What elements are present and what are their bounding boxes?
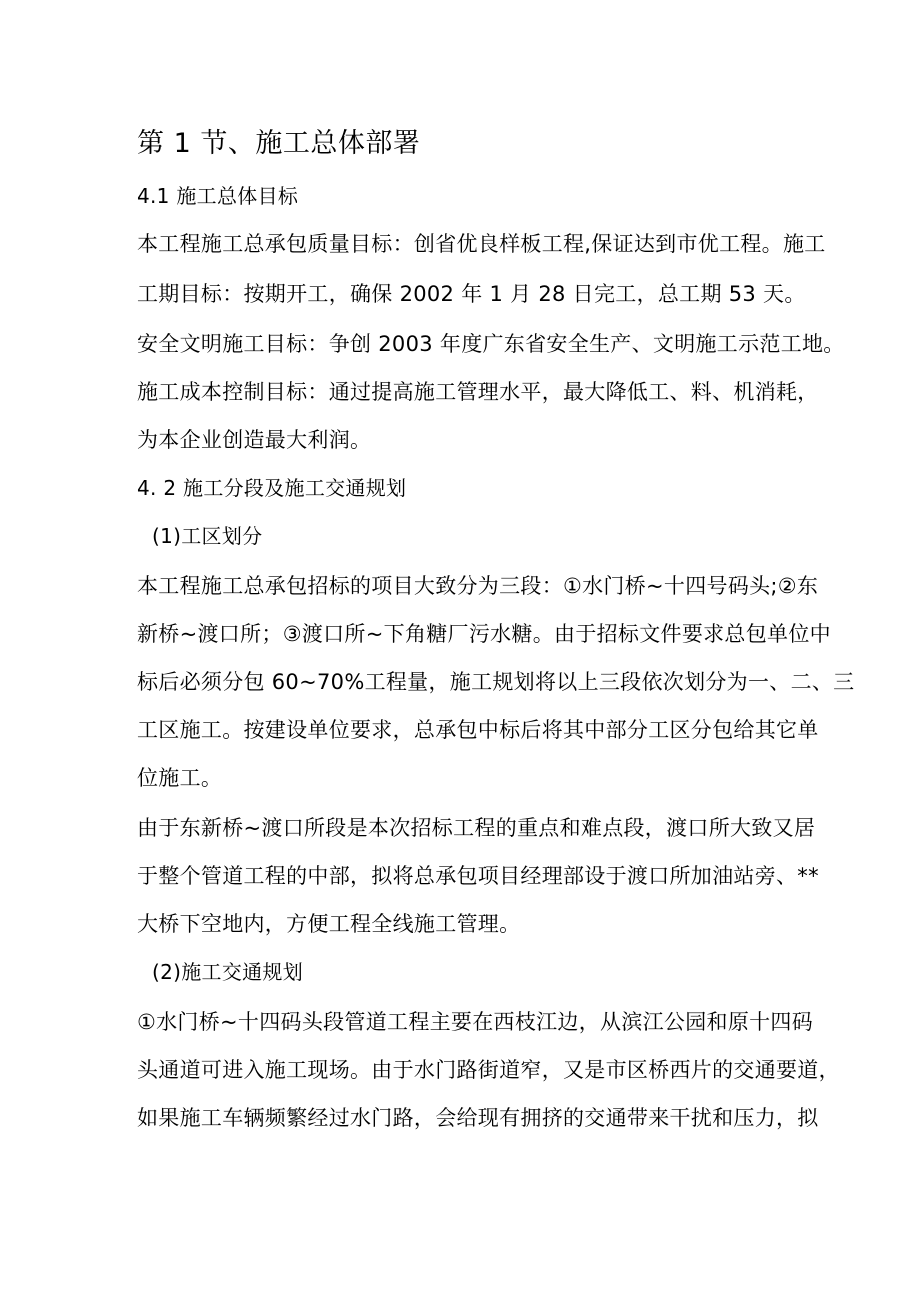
paragraph-line: 安全文明施工目标：争创 2003 年度广东省安全生产、文明施工示范工地。 — [137, 332, 845, 356]
paragraph-line: 如果施工车辆频繁经过水门路，会给现有拥挤的交通带来干扰和压力，拟 — [137, 1106, 819, 1130]
paragraph-line: 头通道可进入施工现场。由于水门路街道窄，又是市区桥西片的交通要道， — [137, 1058, 840, 1082]
paragraph-line: 由于东新桥~渡口所段是本次招标工程的重点和难点段，渡口所大致又居 — [137, 816, 816, 840]
paragraph-line: 工区施工。按建设单位要求，总承包中标后将其中部分工区分包给其它单 — [137, 718, 819, 742]
item-heading-work-zones: (1)工区划分 — [152, 524, 263, 548]
paragraph-line: 施工成本控制目标：通过提高施工管理水平，最大降低工、料、机消耗， — [137, 380, 819, 404]
paragraph-line: 本工程施工总承包质量目标：创省优良样板工程,保证达到市优工程。施工 — [137, 232, 826, 256]
subsection-heading-4-1: 4.1 施工总体目标 — [137, 184, 299, 208]
paragraph-line: 本工程施工总承包招标的项目大致分为三段：①水门桥~十四号码头;②东 — [137, 574, 819, 598]
paragraph-line: 位施工。 — [137, 766, 223, 790]
paragraph-line: ①水门桥~十四码头段管道工程主要在西枝江边，从滨江公园和原十四码 — [137, 1010, 814, 1034]
paragraph-line: 新桥~渡口所；③渡口所~下角糖厂污水糖。由于招标文件要求总包单位中 — [137, 622, 831, 646]
paragraph-line: 为本企业创造最大利润。 — [137, 428, 372, 452]
section-title: 第 1 节、施工总体部署 — [137, 128, 421, 159]
paragraph-line: 标后必须分包 60~70%工程量，施工规划将以上三段依次划分为一、二、三 — [137, 670, 855, 694]
paragraph-line: 大桥下空地内，方便工程全线施工管理。 — [137, 912, 521, 936]
paragraph-line: 工期目标：按期开工，确保 2002 年 1 月 28 日完工，总工期 53 天。 — [137, 282, 806, 306]
item-heading-traffic-plan: (2)施工交通规划 — [152, 960, 304, 984]
paragraph-line: 于整个管道工程的中部，拟将总承包项目经理部设于渡口所加油站旁、** — [137, 864, 819, 888]
subsection-heading-4-2: 4. 2 施工分段及施工交通规划 — [137, 476, 407, 500]
